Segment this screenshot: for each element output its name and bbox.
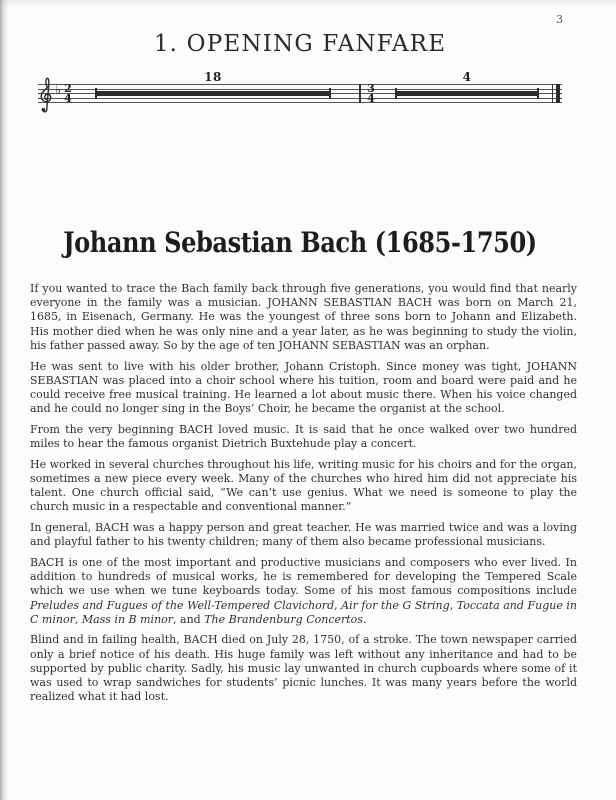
text-segment: , and: [173, 612, 205, 626]
paragraph-bach-birth: If you wanted to trace the Bach family back through five generations, you would find that nearly everyone in the family was a musician. JOHANN SEBASTIAN BACH was born on March 21, 1685, in Eisenach, Germany. He was the youngest of three sons born to Johann and Elizabeth. His mother died when he was only nine and a year later, as he was beginning to study the violin, his father passed away. So by the age of ten JOHANN SEBASTIAN was an orphan.: [30, 282, 577, 352]
paragraph-church-work: He worked in several churches throughout his life, writing music for his choirs and for the organ, sometimes a new piece every week. Many of the churches who hired him did not appreciate his talent. One church official said, “We can’t use genius. What we need is someone to play the church music in a respectable and conventional manner.”: [30, 457, 577, 514]
time-sig-denominator: 4: [64, 91, 72, 105]
text-segment: ,: [449, 598, 457, 612]
text-segment: ,: [74, 612, 82, 626]
rest-measure-count-1: 18: [204, 70, 222, 84]
multimeasure-rest-1: [95, 88, 331, 99]
page-title: 1. OPENING FANFARE: [153, 31, 447, 57]
text-segment: BACH is one of the most important and productive musicians and composers who ever lived. In addition to hundreds of musical works, he is remembered for developing the Tempered Scale which we use when we tune keyboards today. Some of his most famous compositions include: [30, 555, 577, 598]
time-signature-first: [62, 81, 74, 105]
paragraph-choir-school: He was sent to live with his older brother, Johann Cristoph. Since money was tight, JOHANN SEBASTIAN was placed into a choir school where his tuition, room and board were paid and he could receive free musical training. He learned a lot about music there. When his voice changed and he could no longer sing in the Boys’ Choir, he became the organist at the school.: [30, 359, 577, 416]
composer-heading: Johann Sebastian Bach (1685-1750): [63, 226, 537, 259]
work-title: The Brandenburg Concertos: [204, 612, 363, 626]
time-sig-numerator: 2: [64, 81, 72, 95]
time-sig-denominator: 4: [367, 91, 375, 105]
final-barline-thick: [556, 84, 560, 103]
work-title: Air for the G String: [341, 598, 450, 612]
work-title: Preludes and Fugues of the Well-Tempered Clavichord: [30, 598, 335, 612]
rest-measure-count-2: 4: [462, 70, 472, 84]
paragraph-death: Blind and in failing health, BACH died on July 28, 1750, of a stroke. The town newspaper carried only a brief notice of his death. His huge family was left without any inheritance and had to be supported by public charity. Sadly, his music lay unwanted in church cupboards where some of it was used to wrap sandwiches for students’ picnic lunches. It was many years before the world realized what it had lost.: [30, 633, 577, 704]
staff-line: [38, 102, 562, 103]
barline: [359, 84, 361, 103]
rest-bar: [396, 91, 538, 96]
paragraph-buxtehude: From the very beginning BACH loved music. It is said that he once walked over two hundred miles to hear the famous organist Dietrich Buxtehude play a concert.: [30, 422, 577, 451]
rest-end-cap: [537, 88, 539, 99]
treble-clef-icon: [38, 75, 54, 113]
page-number: 3: [556, 13, 564, 26]
article-body: [30, 282, 577, 711]
rest-end-cap: [329, 88, 331, 99]
final-barline-thin: [552, 84, 553, 103]
time-sig-numerator: 3: [367, 81, 375, 95]
text-segment: .: [362, 612, 367, 626]
rest-bar: [96, 91, 330, 96]
paragraph-family: In general, BACH was a happy person and great teacher. He was married twice and was a loving and playful father to his twenty children; many of them also became professional musicians.: [30, 521, 577, 549]
music-staff: [38, 70, 562, 105]
text-segment: ,: [334, 598, 342, 612]
work-title: Toccata and Fugue in C minor: [30, 598, 577, 626]
work-title: Mass in B minor: [81, 612, 174, 626]
time-signature-second: [365, 81, 377, 105]
staff-line: [38, 84, 562, 85]
paragraph-compositions: [30, 556, 577, 627]
multimeasure-rest-2: [395, 88, 539, 99]
flat-sign-icon: ♭: [55, 83, 62, 98]
